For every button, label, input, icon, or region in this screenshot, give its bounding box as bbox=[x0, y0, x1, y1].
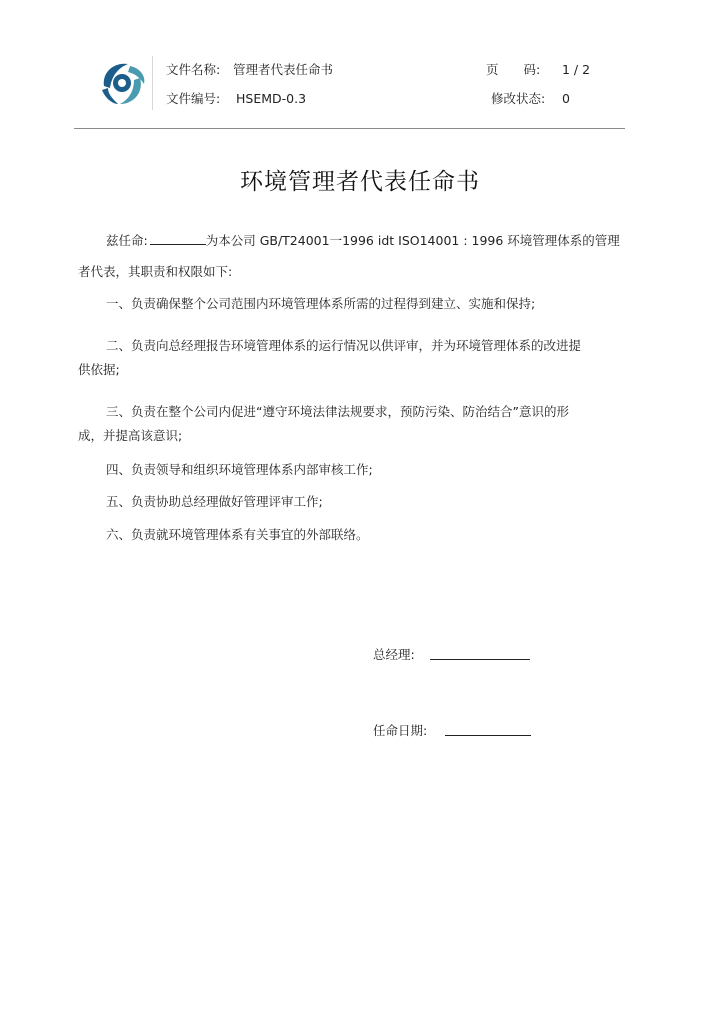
duty-item-6: 六、负责就环境管理体系有关事宜的外部联络。 bbox=[106, 527, 369, 542]
company-logo-icon bbox=[94, 58, 150, 108]
document-header bbox=[90, 54, 630, 112]
intro-prefix: 兹任命: bbox=[106, 233, 148, 248]
duty-item-4: 四、负责领导和组织环境管理体系内部审核工作; bbox=[106, 462, 373, 477]
appointment-date-line[interactable] bbox=[445, 735, 531, 736]
duty-item-2-cont: 供依据; bbox=[78, 362, 120, 377]
header-divider bbox=[152, 56, 153, 110]
duty-item-1: 一、负责确保整个公司范围内环境管理体系所需的过程得到建立、实施和保持; bbox=[106, 296, 536, 311]
document-title: 环境管理者代表任命书 bbox=[240, 169, 480, 195]
header-rule bbox=[74, 128, 625, 129]
duty-item-3-cont: 成，并提高该意识; bbox=[78, 428, 183, 443]
appointment-date-label: 任命日期: bbox=[373, 723, 428, 738]
revision-value: 0 bbox=[562, 91, 570, 106]
file-name-value: 管理者代表任命书 bbox=[233, 62, 334, 77]
intro-line-2: 者代表，其职责和权限如下: bbox=[78, 264, 233, 279]
file-name-label: 文件名称: bbox=[166, 62, 221, 77]
revision-label: 修改状态: bbox=[491, 91, 546, 106]
intro-line-1 bbox=[106, 231, 620, 249]
file-number-label: 文件编号: bbox=[166, 91, 221, 106]
general-manager-label: 总经理: bbox=[373, 647, 415, 662]
general-manager-signature-line[interactable] bbox=[430, 659, 530, 660]
page-value: 1 / 2 bbox=[562, 62, 591, 77]
duty-item-3: 三、负责在整个公司内促进“遵守环境法律法规要求，预防污染、防治结合”意识的形 bbox=[106, 404, 569, 419]
appointee-blank[interactable] bbox=[150, 231, 206, 245]
intro-rest: 为本公司 GB/T24001一1996 idt ISO14001 : 1996 环境管理体系的管理 bbox=[205, 233, 620, 248]
duty-item-5: 五、负责协助总经理做好管理评审工作; bbox=[106, 494, 323, 509]
file-number-value: HSEMD-0.3 bbox=[236, 91, 307, 106]
duty-item-2: 二、负责向总经理报告环境管理体系的运行情况以供评审，并为环境管理体系的改进提 bbox=[106, 338, 582, 353]
page-label: 页 码: bbox=[486, 62, 541, 77]
